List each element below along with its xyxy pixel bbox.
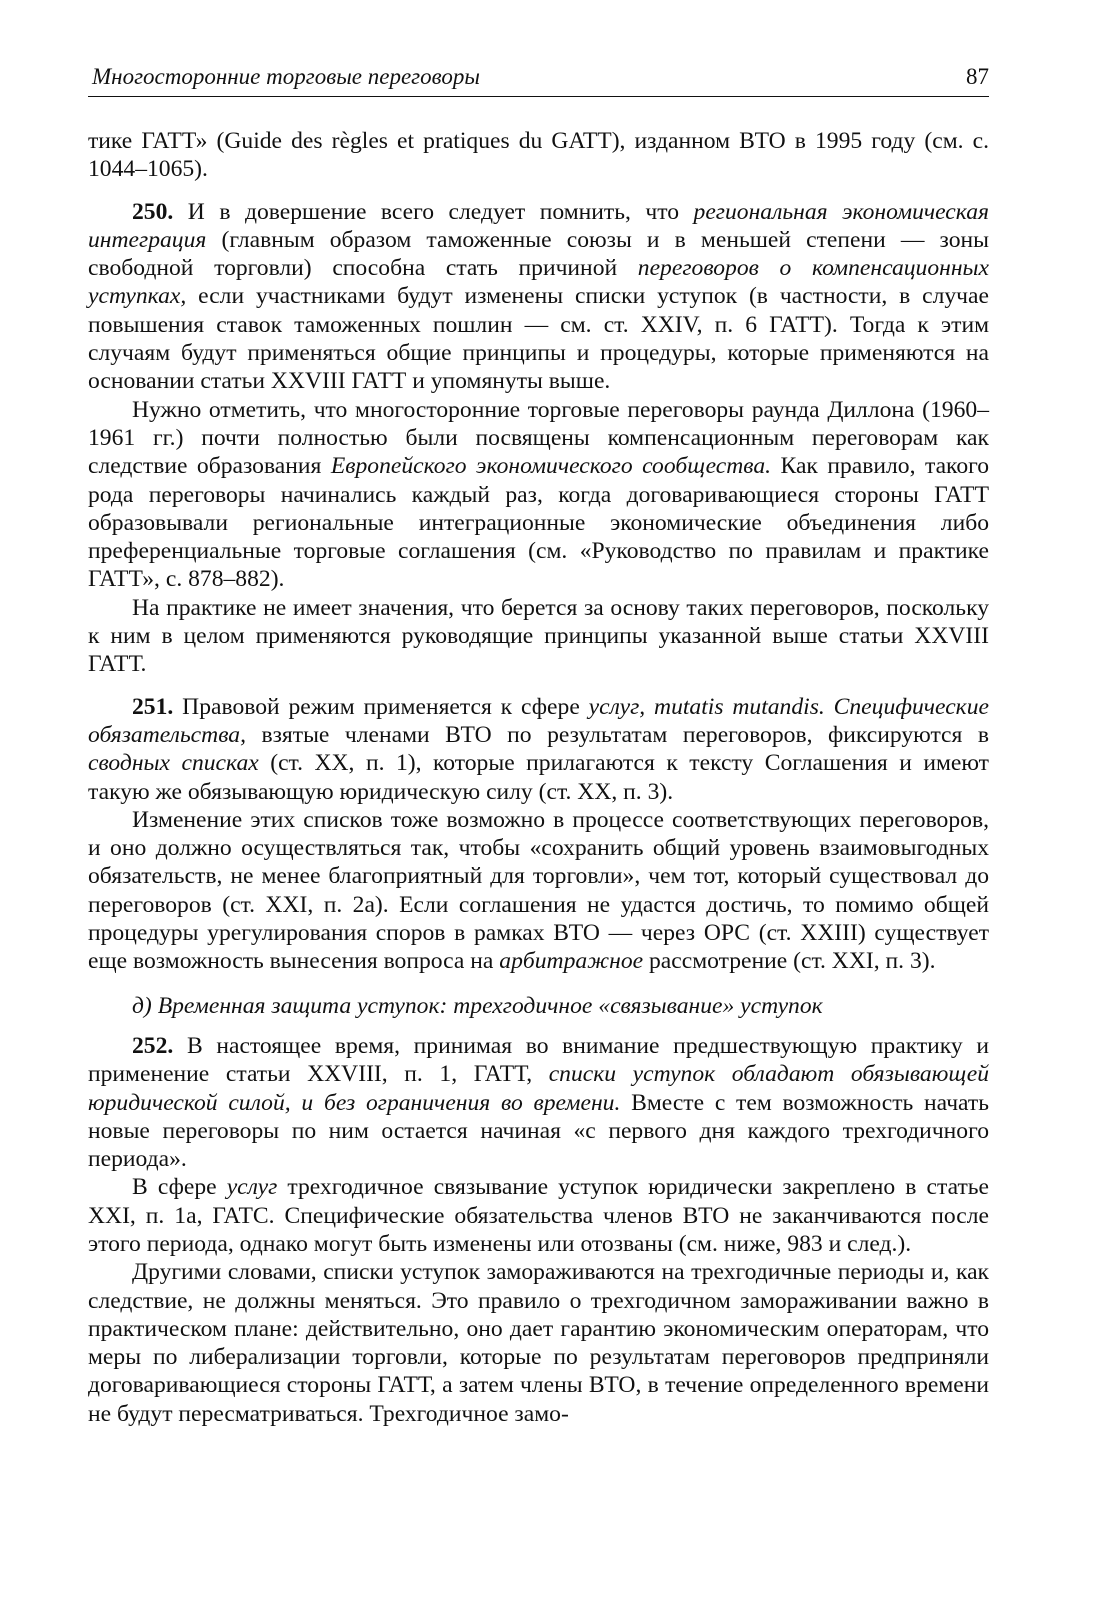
paragraph-p252c (88, 1258, 989, 1428)
paragraph-p250b (88, 396, 989, 594)
text-run: тике ГАТТ» (Guide des règles et pratiques du GATT), изданном ВТО в 1995 году (см. с. 1044–1065). (88, 128, 989, 183)
page-body (88, 127, 989, 1428)
page-header (88, 62, 989, 97)
text-run: В настоящее время, принимая во внимание предшествующую практику и применение статьи XXVIII, п. 1, ГАТТ, (88, 1032, 989, 1088)
text-run: Изменение этих списков тоже возможно в процессе соответствующих переговоров, и оно должно осуществляться так, чтобы «сохранить общий уровень взаимовыгодных обязательств, не менее благоприятный для торговли», чем тот, который существовал до переговоров (ст. XXI, п. 2а). Если соглашения не удастся достичь, то помимо общей процедуры урегулирования споров в рамках ВТО — через ОРС (ст. XXIII) существует еще возможность вынесения вопроса на (88, 806, 989, 975)
text-run: И в довершение всего следует помнить, что (173, 198, 694, 225)
italic-run: переговоров о компенсационных уступках, (88, 255, 989, 310)
text-run: Правовой режим применяется к сфере (173, 693, 589, 720)
text-run: рассмотрение (ст. XXI, п. 3). (643, 948, 936, 975)
paragraph-number: 251. (132, 693, 174, 720)
paragraph-number: 250. (132, 198, 174, 225)
italic-run: услуг (226, 1174, 278, 1201)
paragraph-p252a (88, 1032, 989, 1173)
text-run: На практике не имеет значения, что берется за основу таких переговоров, поскольку к ним в целом применяются руководящие принципы указанной выше статьи XXVIII ГАТТ. (88, 594, 989, 678)
paragraphs-before-subheading (88, 127, 989, 976)
italic-run: Европейского экономического сообщества. (330, 453, 772, 480)
running-title: Многосторонние торговые переговоры (92, 64, 480, 89)
text-run: (ст. XX, п. 1), которые прилагаются к тексту Соглашения и имеют такую же обязывающую юридическую силу (ст. XX, п. 3). (88, 750, 989, 805)
section-subheading: д) Временная защита уступок: трехгодичное «связывание» уступок (132, 992, 823, 1019)
italic-run: услуг, mutatis mutandis. Специфические обязательства, (88, 693, 989, 748)
paragraph-p250a (88, 198, 989, 396)
text-run: если участниками будут изменены списки уступок (в частности, в случае повышения ставок таможенных пошлин — см. ст. XXIV, п. 6 ГАТТ). Тогда к этим случаям будут применяться общие принципы и процедуры, которые применяются на основании статьи XXVIII ГАТТ и упомянуты выше. (88, 283, 989, 395)
paragraphs-after-subheading (88, 1032, 989, 1428)
page-number: 87 (966, 64, 989, 89)
text-run: (главным образом таможенные союзы и в меньшей степени — зоны свободной торговли) способна стать причиной (88, 226, 989, 282)
text-run: Другими словами, списки уступок замораживаются на трехгодичные периоды и, как следствие, не должны меняться. Это правило о трехгодичном замораживании важно в практическом плане: действительно, оно дает гарантию экономическим операторам, что меры по либерализации торговли, которые по результатам переговоров предприняли договаривающиеся стороны ГАТТ, а затем члены ВТО, в течение определенного времени не будут пересматриваться. Трехгодичное замо- (88, 1259, 989, 1427)
paragraph-p251a (88, 693, 989, 806)
text-run: Нужно отметить, что многосторонние торговые переговоры раунда Диллона (1960–1961 гг.) почти полностью были посвящены компенсационным переговорам как следствие образования (88, 396, 989, 480)
text-run: трехгодичное связывание уступок юридически закреплено в статье XXI, п. 1а, ГАТС. Специфические обязательства членов ВТО не заканчиваются после этого периода, однако могут быть изменены или отозваны (см. ниже, 983 и след.). (88, 1174, 989, 1257)
italic-run: сводных списках (88, 750, 259, 777)
text-run: Вместе с тем возможность начать новые переговоры по ним остается начиная «с первого дня каждого трехгодичного периода». (88, 1089, 989, 1173)
paragraph-number: 252. (132, 1032, 174, 1059)
italic-run: региональная экономическая интеграция (88, 198, 989, 253)
paragraph-p251b (88, 806, 989, 976)
paragraph-p250c (88, 594, 989, 679)
text-run: взятые членами ВТО по результатам переговоров, фиксируются в (245, 721, 989, 748)
text-run: Как правило, такого рода переговоры начинались каждый раз, когда договаривающиеся стороны ГАТТ образовывали региональные интеграционные экономические объединения либо преференциальные торговые соглашения (см. «Руководство по правилам и практике ГАТТ», с. 878–882). (88, 453, 989, 593)
text-run: В сфере (132, 1174, 227, 1201)
paragraph-p-cont (88, 127, 989, 184)
paragraph-p252b (88, 1173, 989, 1258)
italic-run: списки уступок обладают обязывающей юридической силой, и без ограничения во времени. (88, 1061, 990, 1116)
italic-run: арбитражное (499, 948, 644, 975)
